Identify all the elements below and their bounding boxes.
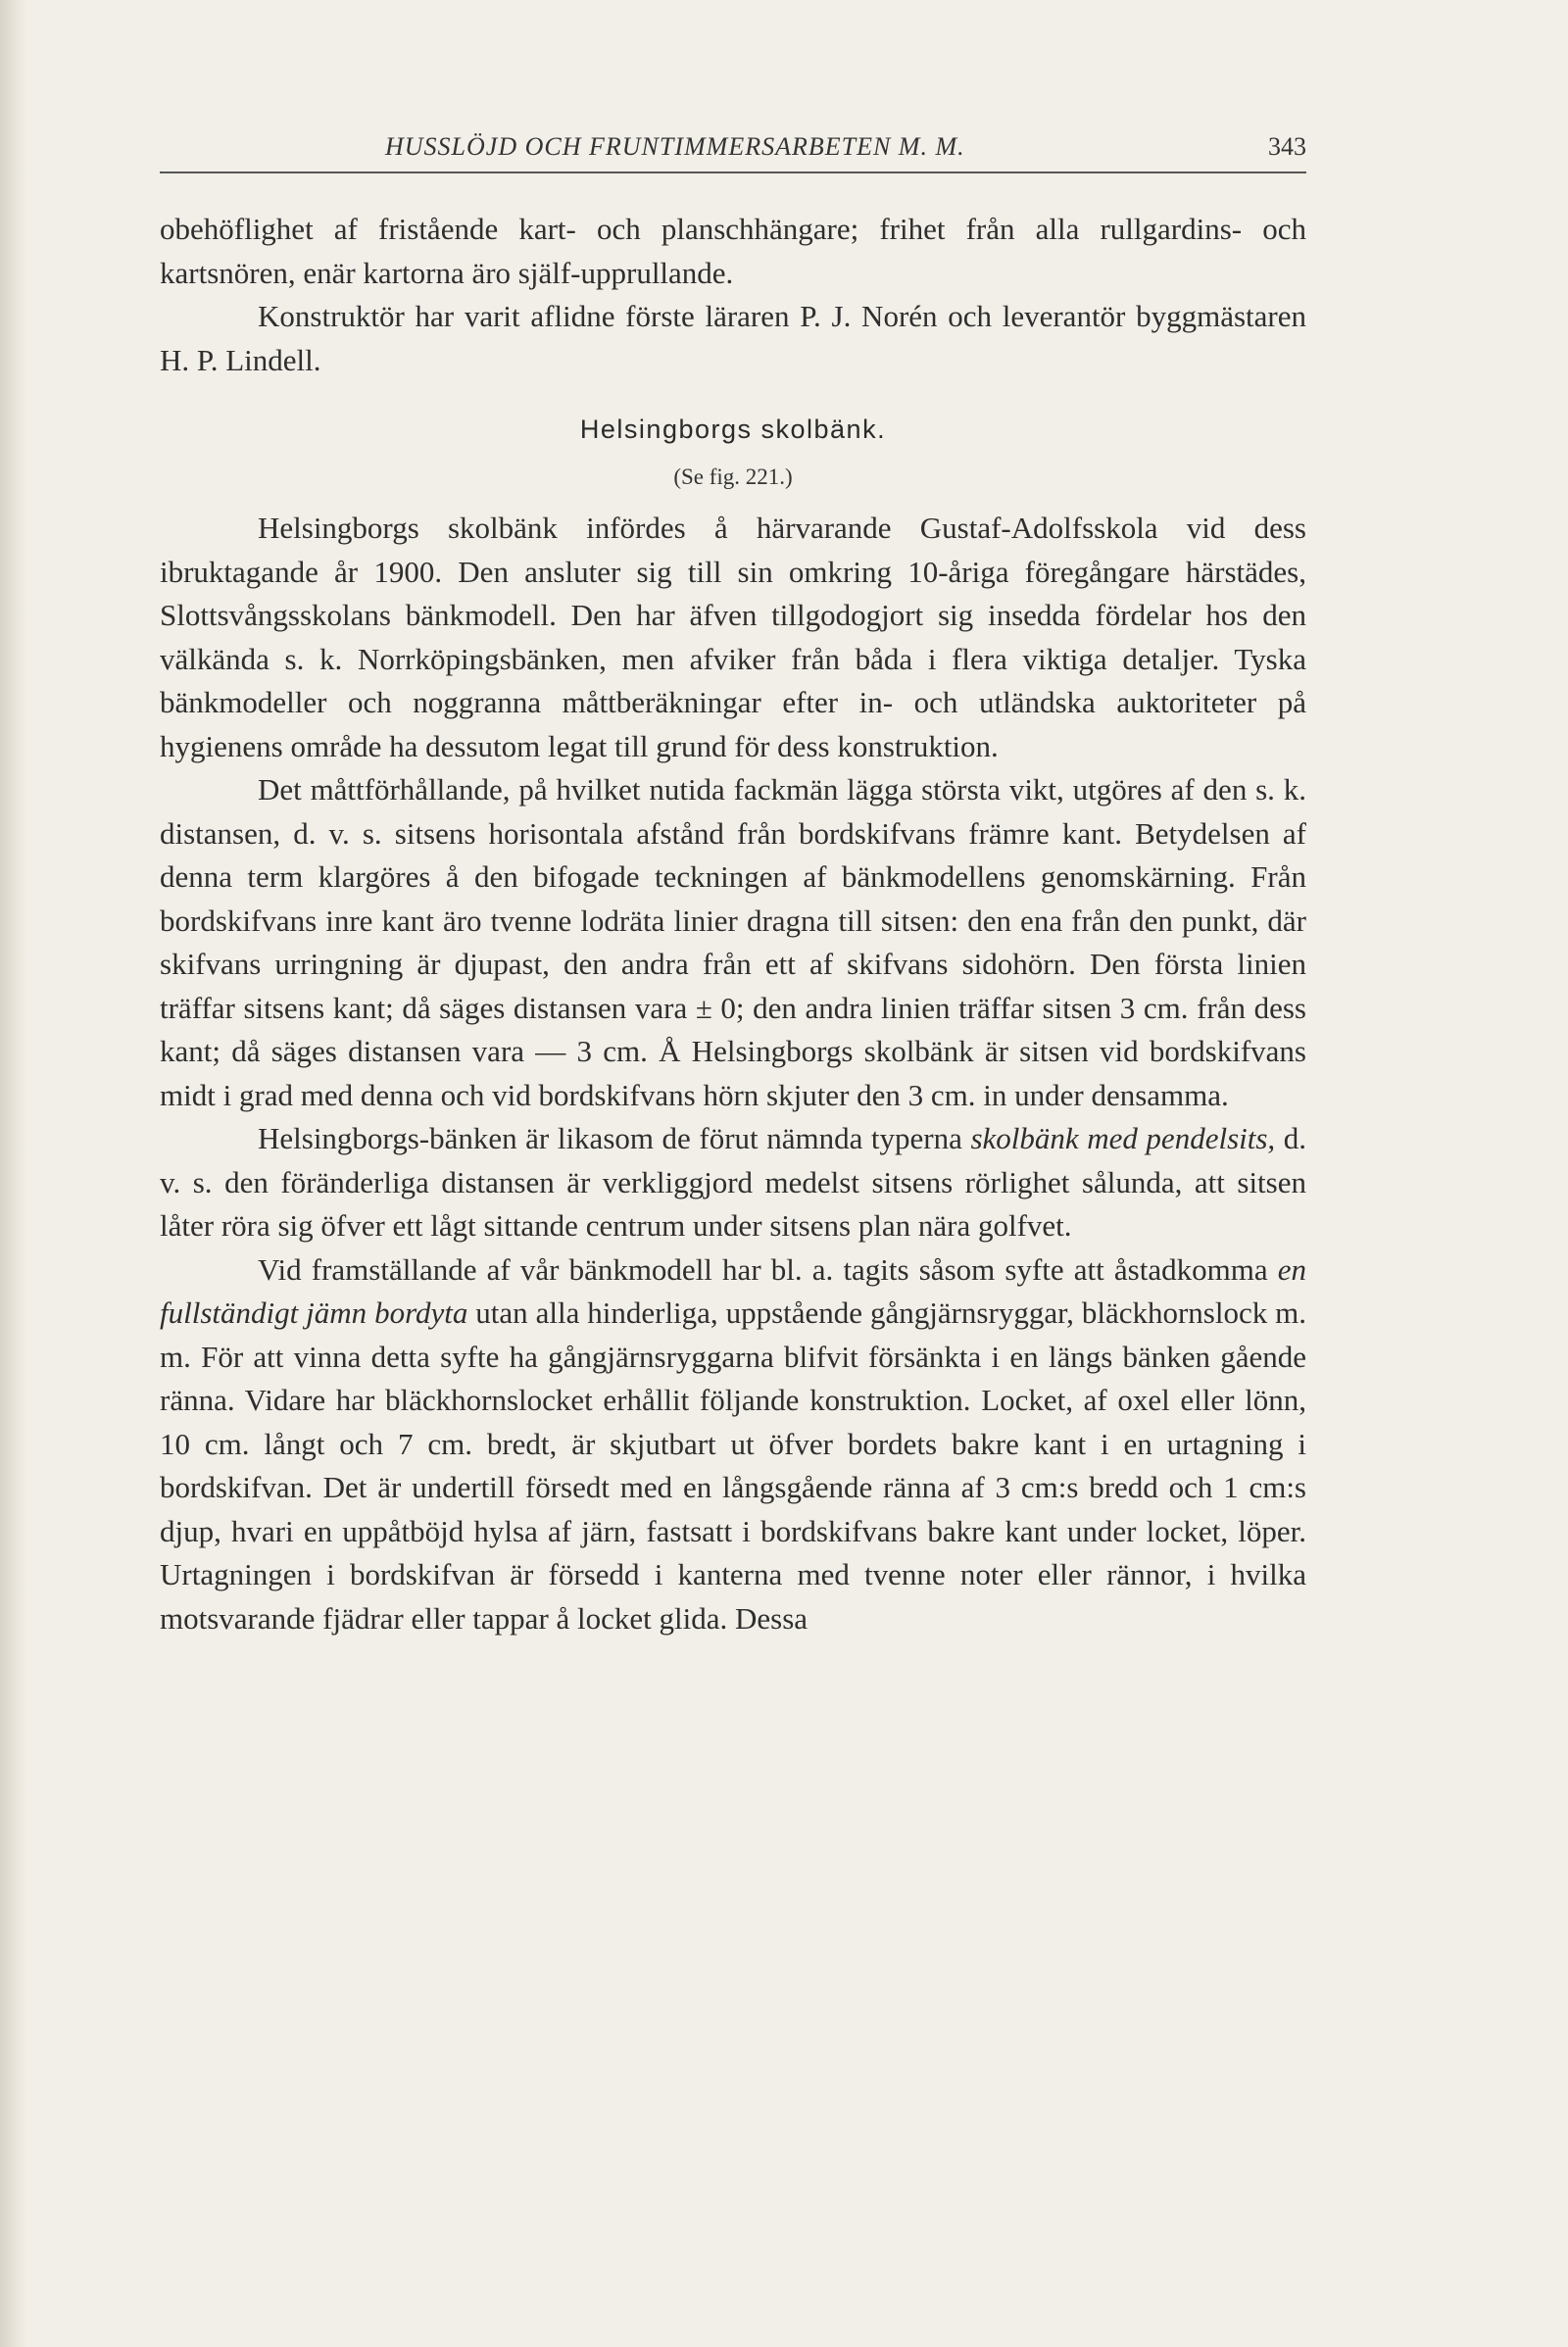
- emphasis-text: en fullständigt jämn bordyta: [160, 1251, 1306, 1330]
- emphasis-text: skolbänk med pendelsits,: [970, 1121, 1276, 1155]
- paragraph-continued: obehöflighet af fristående kart- och planschhängare; frihet från alla rullgardins- och kartsnören, enär kartorna äro själf-upprullande.: [160, 212, 1306, 290]
- text-run: utan alla hinderliga, uppstående gångjärnsryggar, bläckhornslock m. m. För att vinna detta syfte ha gångjärnsryggarna blifvit försänkta i en längs bänken gående ränna. Vidare har bläckhornslocket erhållit följande konstruktion. Locket, af oxel eller lönn, 10 cm. långt och 7 cm. bredt, är skjutbart ut öfver bordets bakre kant i en urtagning i bordskifvan. Det är undertill försedt med en långsgående ränna af 3 cm:s bredd och 1 cm:s djup, hvari en uppåtböjd hylsa af järn, fastsatt i bordskifvans bakre kant under locket, löper. Urtagningen i bordskifvan är försedd i kanterna med tvenne noter eller rännor, i hvilka motsvarande fjädrar eller tappar å locket glida. Dessa: [160, 1296, 1307, 1636]
- text-run: d. v. s. den föränderliga distansen är verkliggjord medelst sitsens rörlighet sålunda, att sitsen låter röra sig öfver ett lågt sittande centrum under sitsens plan nära golfvet.: [160, 1121, 1306, 1243]
- running-title: HUSSLÖJD OCH FRUNTIMMERSARBETEN M. M.: [385, 132, 965, 161]
- page-header: [160, 132, 1306, 173]
- page-number: 343: [1268, 132, 1306, 161]
- paragraph-pendulum-seat: [160, 1117, 1306, 1248]
- figure-reference: (Se fig. 221.): [673, 464, 793, 489]
- paragraph-distance: Det måttförhållande, på hvilket nutida fackmän lägga största vikt, utgöres af den s. k. distansen, d. v. s. sitsens horisontala afstånd från bordskifvans främre kant. Betydelsen af denna term klargöres å den bifogade teckningen af bänkmodellens genomskärning. Från bordskifvans inre kant äro tvenne lodräta linier dragna till sitsen: den ena från den punkt, där skifvans urringning är djupast, den andra från ett af skifvans sidohörn. Den första linien träffar sitsens kant; då säges distansen vara ± 0; den andra linien träffar sitsen 3 cm. från dess kant; då säges distansen vara — 3 cm. Å Helsingborgs skolbänk är sitsen vid bordskifvans midt i grad med denna och vid bordskifvans hörn skjuter den 3 cm. in under densamma.: [160, 772, 1306, 1112]
- paragraph-constructor: Konstruktör har varit aflidne förste läraren P. J. Norén och leverantör byggmästaren H. P. Lindell.: [160, 299, 1306, 377]
- page-spine-shadow: [0, 0, 27, 2347]
- paragraph-desk-surface: [160, 1248, 1306, 1641]
- section-heading: Helsingborgs skolbänk.: [579, 415, 887, 444]
- body-text: [160, 208, 1306, 1640]
- text-run: Vid framställande af vår bänkmodell har bl. a. tagits såsom syfte att åstadkomma: [258, 1251, 1278, 1287]
- paragraph-introduction: Helsingborgs skolbänk infördes å härvarande Gustaf-Adolfsskola vid dess ibruktagande år 1900. Den ansluter sig till sin omkring 10-åriga föregångare härstädes, Slottsvångsskolans bänkmodell. Den har äfven tillgodogjort sig insedda fördelar hos den välkända s. k. Norrköpingsbänken, men afviker från båda i flera viktiga detaljer. Tyska bänkmodeller och noggranna måttberäkningar efter in- och utländska auktoriteter på hygienens område ha dessutom legat till grund för dess konstruktion.: [160, 511, 1306, 763]
- text-run: Helsingborgs-bänken är likasom de förut nämnda typerna: [258, 1121, 971, 1155]
